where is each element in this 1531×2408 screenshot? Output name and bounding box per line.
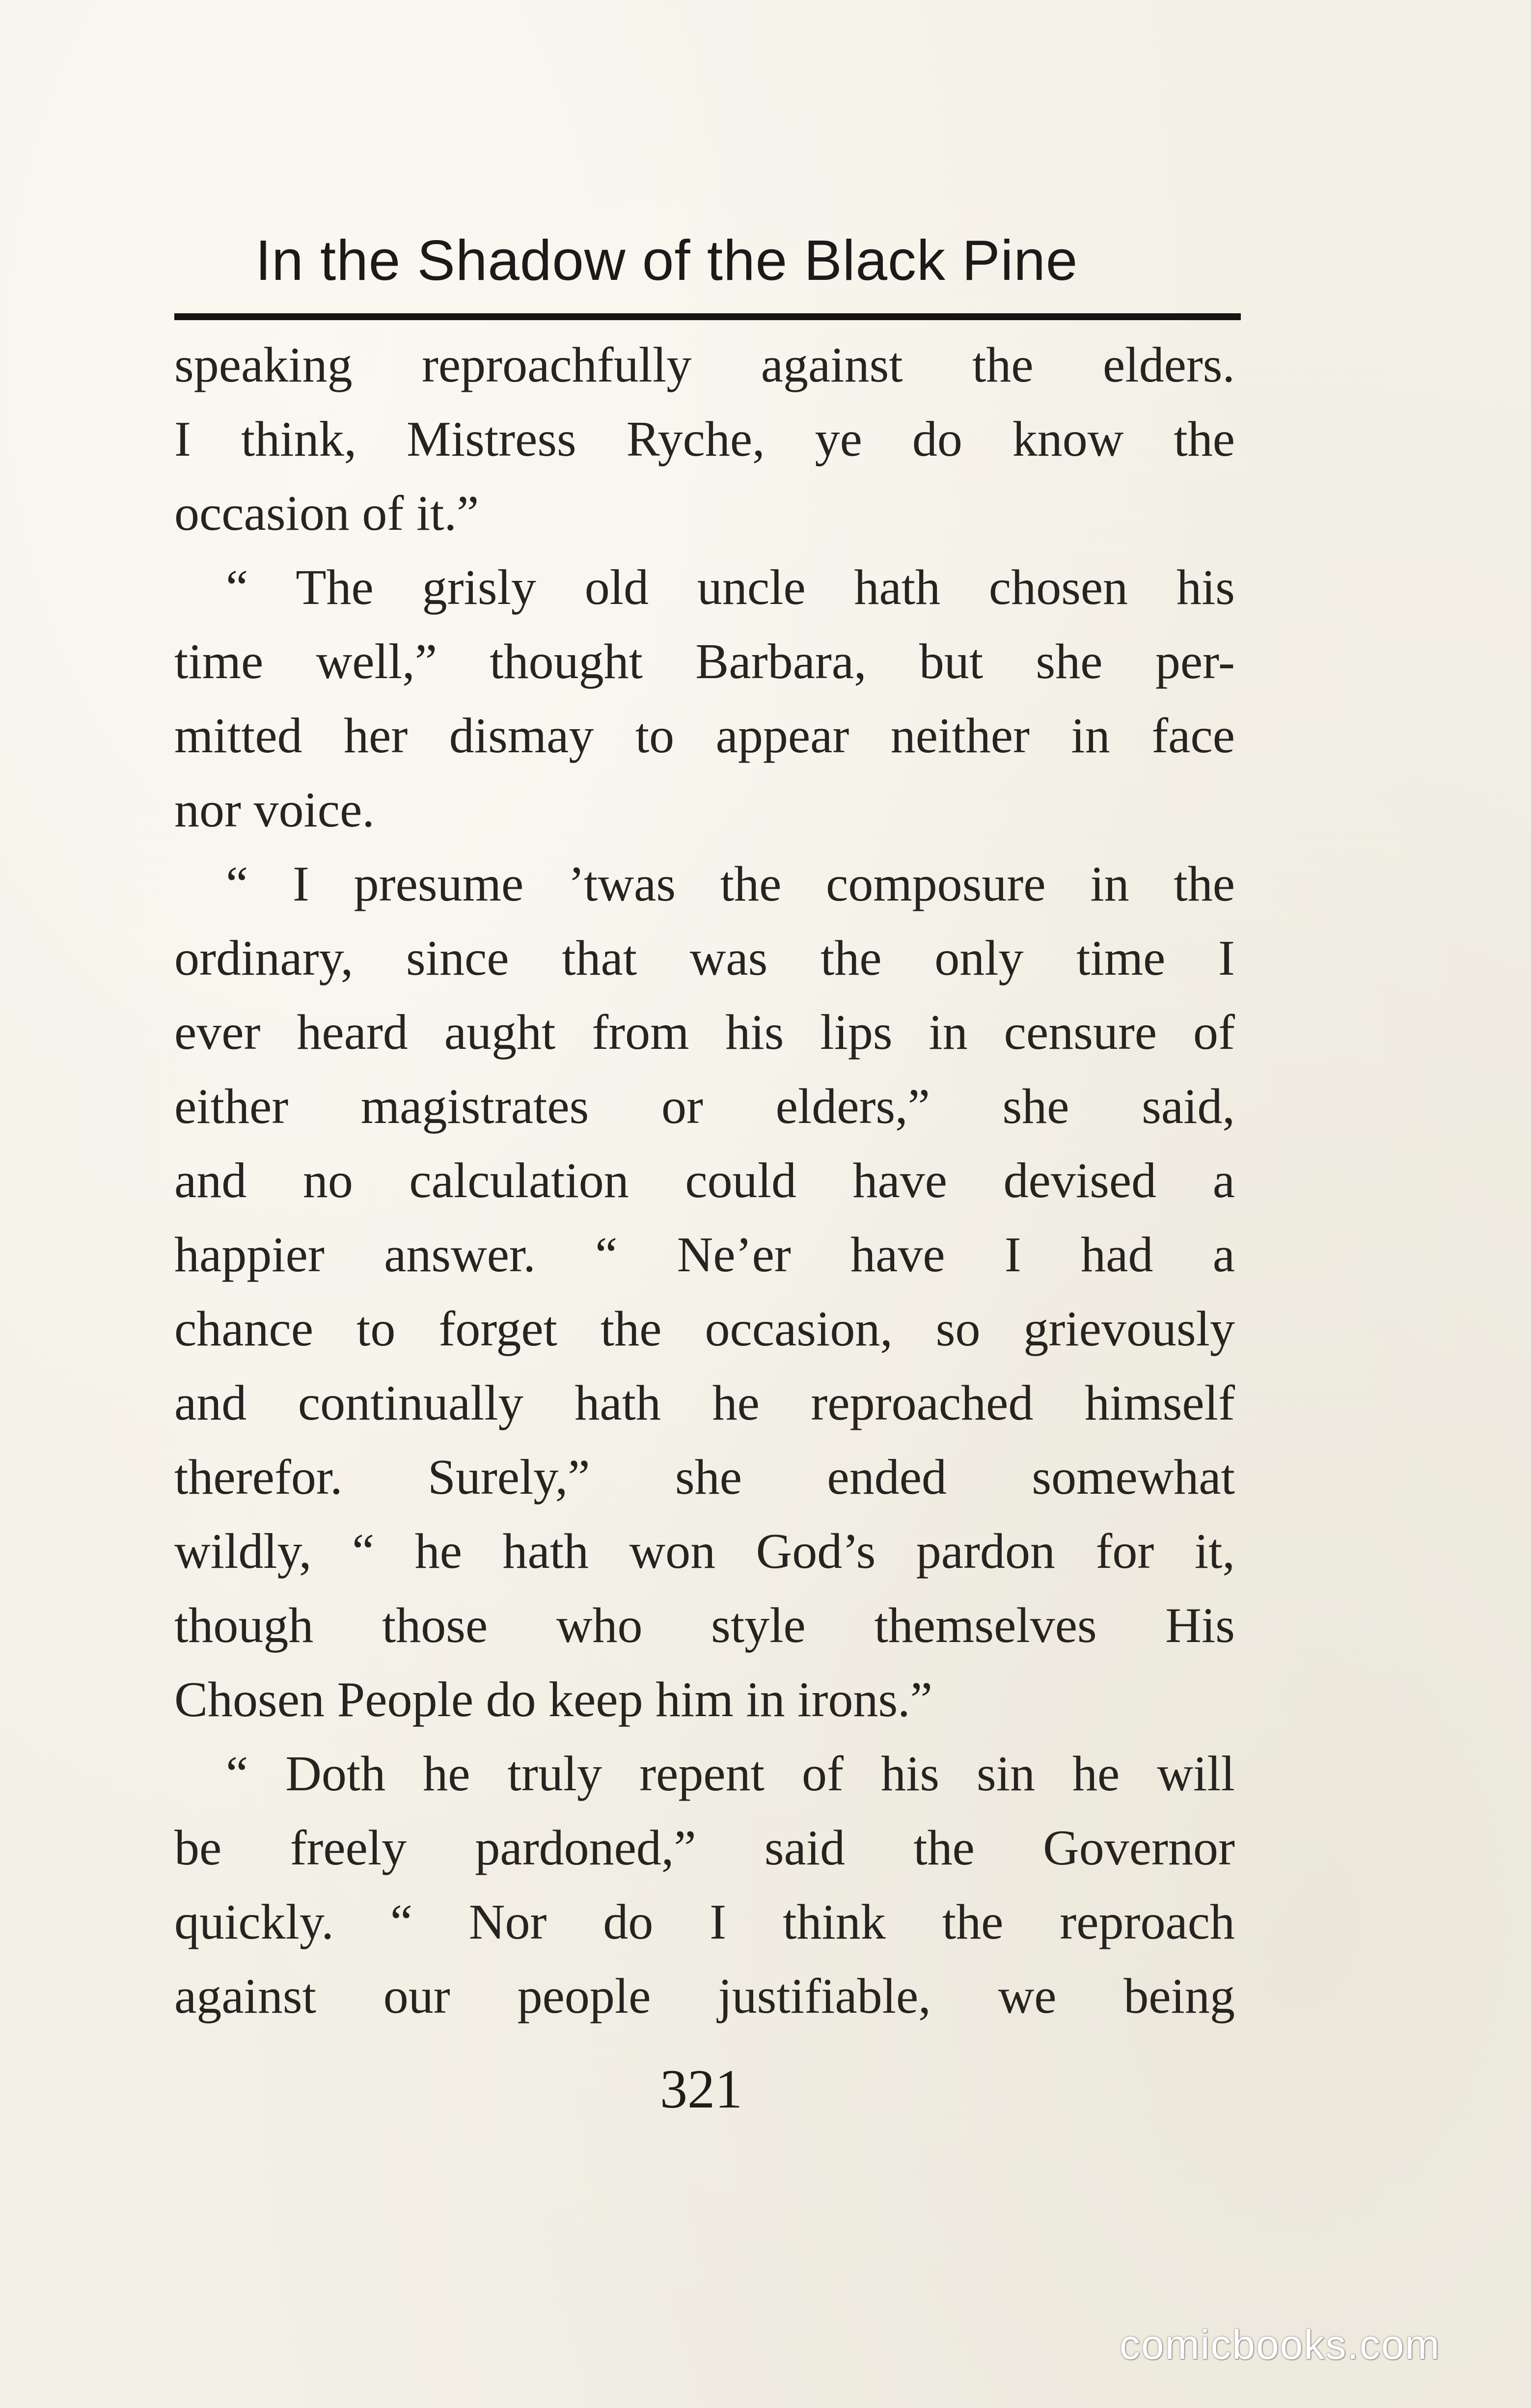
- body-text: [174, 328, 1235, 2033]
- text-line: I think, Mistress Ryche, ye do know the: [174, 411, 1235, 467]
- text-line: be freely pardoned,” said the Governor: [174, 1820, 1235, 1876]
- text-line: “ I presume ’twas the composure in the: [226, 856, 1235, 912]
- running-head: In the Shadow of the Black Pine: [255, 228, 1078, 292]
- text-line: ordinary, since that was the only time I: [174, 930, 1235, 986]
- text-line: Chosen People do keep him in irons.”: [174, 1672, 932, 1727]
- text-line: happier answer. “ Ne’er have I had a: [174, 1227, 1235, 1283]
- page-number: 321: [660, 2059, 742, 2120]
- text-line: wildly, “ he hath won God’s pardon for it,: [174, 1524, 1235, 1579]
- text-line: chance to forget the occasion, so grievously: [174, 1301, 1235, 1357]
- text-line: speaking reproachfully against the elders.: [174, 337, 1235, 393]
- text-line: though those who style themselves His: [174, 1598, 1235, 1653]
- text-line: occasion of it.”: [174, 486, 479, 541]
- text-line: and no calculation could have devised a: [174, 1153, 1235, 1208]
- text-line: and continually hath he reproached himself: [174, 1375, 1235, 1431]
- text-line: quickly. “ Nor do I think the reproach: [174, 1894, 1235, 1950]
- text-line: against our people justifiable, we being: [174, 1969, 1235, 2024]
- text-line: mitted her dismay to appear neither in face: [174, 708, 1235, 764]
- text-line: “ Doth he truly repent of his sin he will: [226, 1746, 1235, 1802]
- text-line: time well,” thought Barbara, but she per-: [174, 634, 1235, 689]
- text-line: “ The grisly old uncle hath chosen his: [226, 560, 1235, 615]
- text-line: either magistrates or elders,” she said,: [174, 1079, 1235, 1134]
- header-rule: [174, 313, 1241, 320]
- text-line: ever heard aught from his lips in censure of: [174, 1005, 1235, 1060]
- text-line: therefor. Surely,” she ended somewhat: [174, 1450, 1235, 1505]
- watermark: comicbooks.com: [1120, 2322, 1441, 2368]
- text-line: nor voice.: [174, 782, 375, 838]
